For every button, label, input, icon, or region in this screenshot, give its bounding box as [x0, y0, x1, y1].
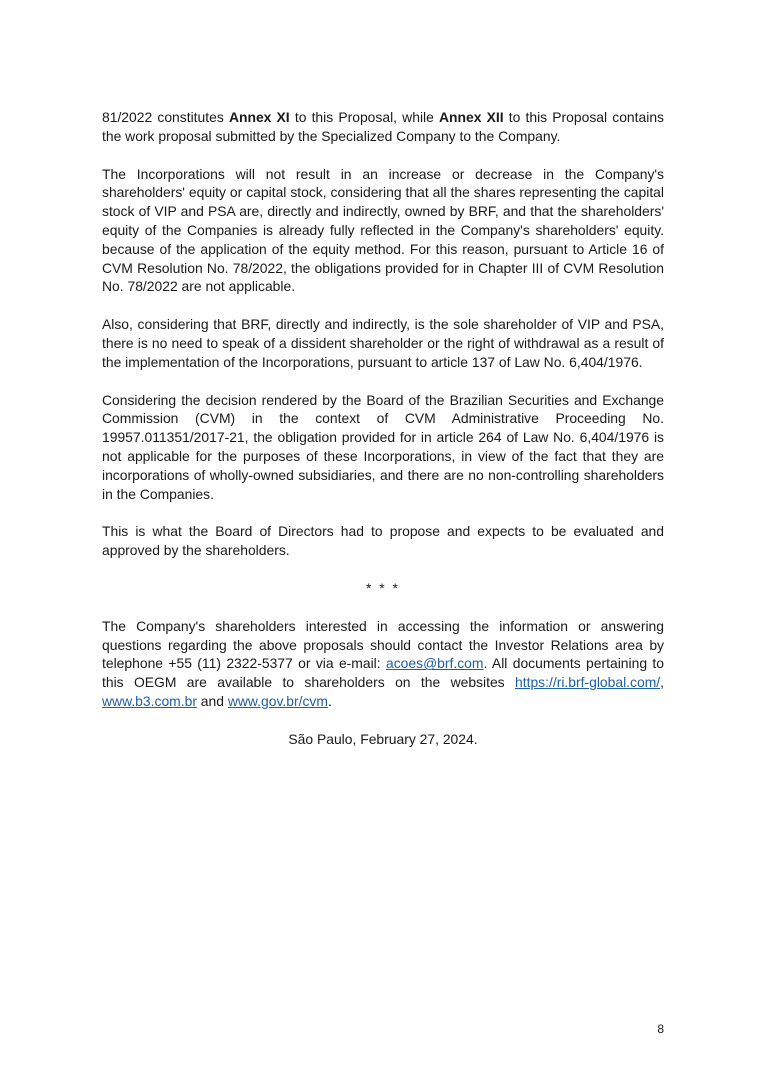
paragraph-contact-info — [102, 617, 664, 711]
section-separator: * * * — [366, 579, 400, 596]
paragraph-text: The Company's shareholders interested in accessing the information or answering questions regarding the above proposals should contact the Investor Relations area by telephone +55 (11) 2322-5377 or via e-mail: — [102, 617, 664, 672]
cvm-website-link[interactable]: www.gov.br/cvm — [227, 692, 328, 709]
annex-xi-bold: Annex XI — [228, 109, 290, 125]
annex-xii-bold: Annex XII — [439, 109, 504, 125]
paragraph-text: 81/2022 constitutes — [102, 109, 229, 125]
b3-website-link[interactable]: www.b3.com.br — [102, 692, 197, 709]
paragraph-dissident-shareholder: Also, considering that BRF, directly and indirectly, is the sole shareholder of VIP and PSA, there is no need to speak of a dissident shareholder or the right of withdrawal as a result of the implementation of the Incorporations, pursuant to article 137 of Law No. 6,404/1976. — [102, 316, 664, 370]
document-body — [102, 108, 664, 749]
email-link[interactable]: acoes@brf.com — [386, 655, 484, 672]
date-line: São Paulo, February 27, 2024. — [288, 730, 478, 747]
paragraph-equity: The Incorporations will not result in an increase or decrease in the Company's shareholders' equity or capital stock, considering that all the shares representing the capital stock of VIP and PSA are, directly and indirectly, owned by BRF, and that the shareholders' equity of the Companies is already fully reflected in the Company's shareholders' equity. because of the application of the equity method. For this reason, pursuant to Article 16 of CVM Resolution No. 78/2022, the obligations provided for in Chapter III of CVM Resolution No. 78/2022 are not applicable. — [102, 165, 664, 295]
paragraph-text: , — [660, 674, 664, 691]
paragraph-board-proposal: This is what the Board of Directors had to propose and expects to be evaluated and approved by the shareholders. — [102, 523, 664, 559]
paragraph-cvm-decision: Considering the decision rendered by the Board of the Brazilian Securities and Exchange Commission (CVM) in the context of CVM Administrative Proceeding No. 19957.011351/2017-21, the obligation provided for in article 264 of Law No. 6,404/1976 is not applicable for the purposes of these Incorporations, in view of the fact that they are incorporations of wholly-owned subsidiaries, and there are no non-controlling shareholders in the Companies. — [102, 391, 664, 502]
page-number: 8 — [657, 1022, 664, 1036]
paragraph-text: . — [327, 692, 332, 709]
paragraph-text: . All documents pertaining to this OEGM are available to shareholders on the websites — [102, 655, 664, 691]
ri-brf-website-link[interactable]: https://ri.brf-global.com/ — [515, 674, 661, 691]
paragraph-text: to this Proposal, while — [289, 109, 439, 125]
paragraph-text: and — [196, 692, 228, 709]
paragraph-text: to this Proposal contains the work proposal submitted by the Specialized Company to the Company. — [102, 109, 664, 144]
paragraph-annex-reference — [102, 108, 664, 146]
